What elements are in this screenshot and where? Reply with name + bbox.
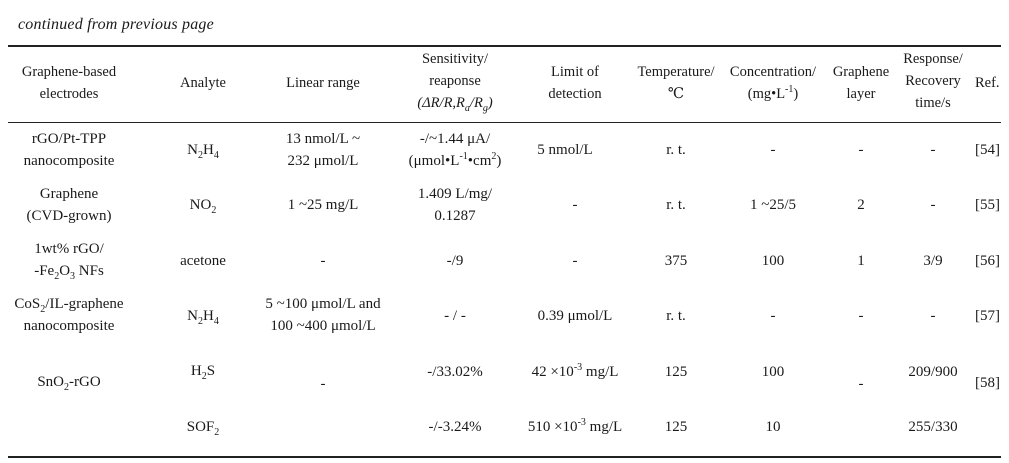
row3-lod: -	[572, 253, 578, 269]
row1-concentration: -	[770, 142, 776, 158]
row1-sensitivity: -/~1.44 μA/ $(\mu mol•L^{-1}•cm^2)$	[408, 131, 502, 169]
header-graphene-layer: Graphene layer	[832, 64, 890, 102]
row1-layer: -	[858, 142, 864, 158]
header-concentration-unit: $(mg•L^{-1})$	[747, 84, 799, 102]
header-rule	[8, 122, 1001, 123]
row4-concentration: -	[770, 308, 776, 324]
table-caption: continued from previous page	[18, 16, 214, 33]
row2-response: -	[930, 197, 936, 213]
row3-response: 3/9	[923, 253, 943, 269]
top-rule	[8, 45, 1001, 47]
header-ref: Ref.	[975, 75, 1000, 91]
row1-electrode: rGO/Pt-TPP nanocomposite	[23, 131, 115, 169]
row5-temperature: 125	[664, 364, 688, 380]
row1-temperature: r. t.	[666, 142, 686, 158]
row4-response: -	[930, 308, 936, 324]
row2-concentration: 1 ~25/5	[749, 197, 797, 213]
header-concentration: Concentration/ $(mg•L^{-1})$	[730, 61, 816, 105]
row4-layer: -	[858, 308, 864, 324]
row5-concentration: 100	[761, 364, 785, 380]
row3-analyte: acetone	[180, 253, 226, 269]
row4-analyte: $N_2H_4$	[187, 308, 219, 327]
row3-layer: 1	[857, 253, 865, 269]
row1-ref: [54]	[975, 142, 1000, 158]
row2-temperature: r. t.	[666, 197, 686, 213]
row3-sensitivity: -/9	[446, 253, 464, 269]
row6-lod: $510 \times 10^{-3}$ mg/L	[527, 417, 623, 435]
header-limit-of-detection: Limit of detection	[548, 64, 602, 102]
row1-lod: 5 nmol/L	[537, 142, 593, 158]
row4-electrode: CoS$_2$/IL-graphene nanocomposite	[14, 296, 124, 334]
row3-electrode: 1wt% rGO/ $-Fe_2O_3$ NFs	[34, 241, 104, 282]
row3-ref: [56]	[975, 253, 1000, 269]
header-sensitivity-formula: $(\Delta R/R,R_a/R_g)$	[417, 95, 493, 114]
row3-concentration: 100	[761, 253, 785, 269]
row2-sensitivity: 1.409 L/mg/ 0.1287	[417, 186, 493, 224]
row5-layer: -	[858, 376, 864, 392]
header-response-recovery: Response/ Recovery time/s	[903, 51, 963, 111]
row2-analyte: $NO_2$	[189, 197, 217, 216]
row2-layer: 2	[857, 197, 865, 213]
header-analyte: Analyte	[180, 75, 226, 91]
header-electrodes: Graphene-based electrodes	[21, 64, 117, 102]
row4-sensitivity: - / -	[444, 308, 466, 324]
row6-analyte: $SOF_2$	[186, 419, 220, 438]
row6-temperature: 125	[664, 419, 688, 435]
row3-linear-range: -	[320, 253, 326, 269]
row5-linear-range: -	[320, 376, 326, 392]
row4-temperature: r. t.	[666, 308, 686, 324]
row5-analyte: $H_2S$	[190, 363, 216, 382]
row2-linear-range: 1 ~25 mg/L	[287, 197, 359, 213]
bottom-rule	[8, 456, 1001, 458]
row4-linear-range: 5 ~100 μmol/L and 100 ~400 μmol/L	[265, 296, 381, 334]
row5-response: 209/900	[908, 364, 958, 380]
row2-electrode: Graphene (CVD-grown)	[26, 186, 112, 224]
row5-electrode: SnO$_2$-rGO	[37, 374, 101, 393]
row6-response: 255/330	[908, 419, 958, 435]
row2-lod: -	[572, 197, 578, 213]
row1-linear-range: 13 nmol/L ~ 232 μmol/L	[285, 131, 361, 169]
header-temperature: Temperature/ ℃	[637, 64, 715, 102]
row5-lod: $42 \times 10^{-3}$ mg/L	[531, 362, 619, 380]
row1-analyte: $N_2H_4$	[187, 142, 219, 161]
header-sensitivity: Sensitivity/ reaponse $(\Delta R/R,R_a/R_g)$	[417, 51, 493, 114]
row4-ref: [57]	[975, 308, 1000, 324]
row4-lod: 0.39 μmol/L	[537, 308, 613, 324]
header-linear-range: Linear range	[286, 75, 360, 91]
row5-ref: [58]	[975, 375, 1000, 391]
row1-response: -	[930, 142, 936, 158]
row2-ref: [55]	[975, 197, 1000, 213]
row6-sensitivity: -/-3.24%	[428, 419, 482, 435]
row5-sensitivity: -/33.02%	[427, 364, 483, 380]
row3-temperature: 375	[664, 253, 688, 269]
row6-concentration: 10	[765, 419, 781, 435]
